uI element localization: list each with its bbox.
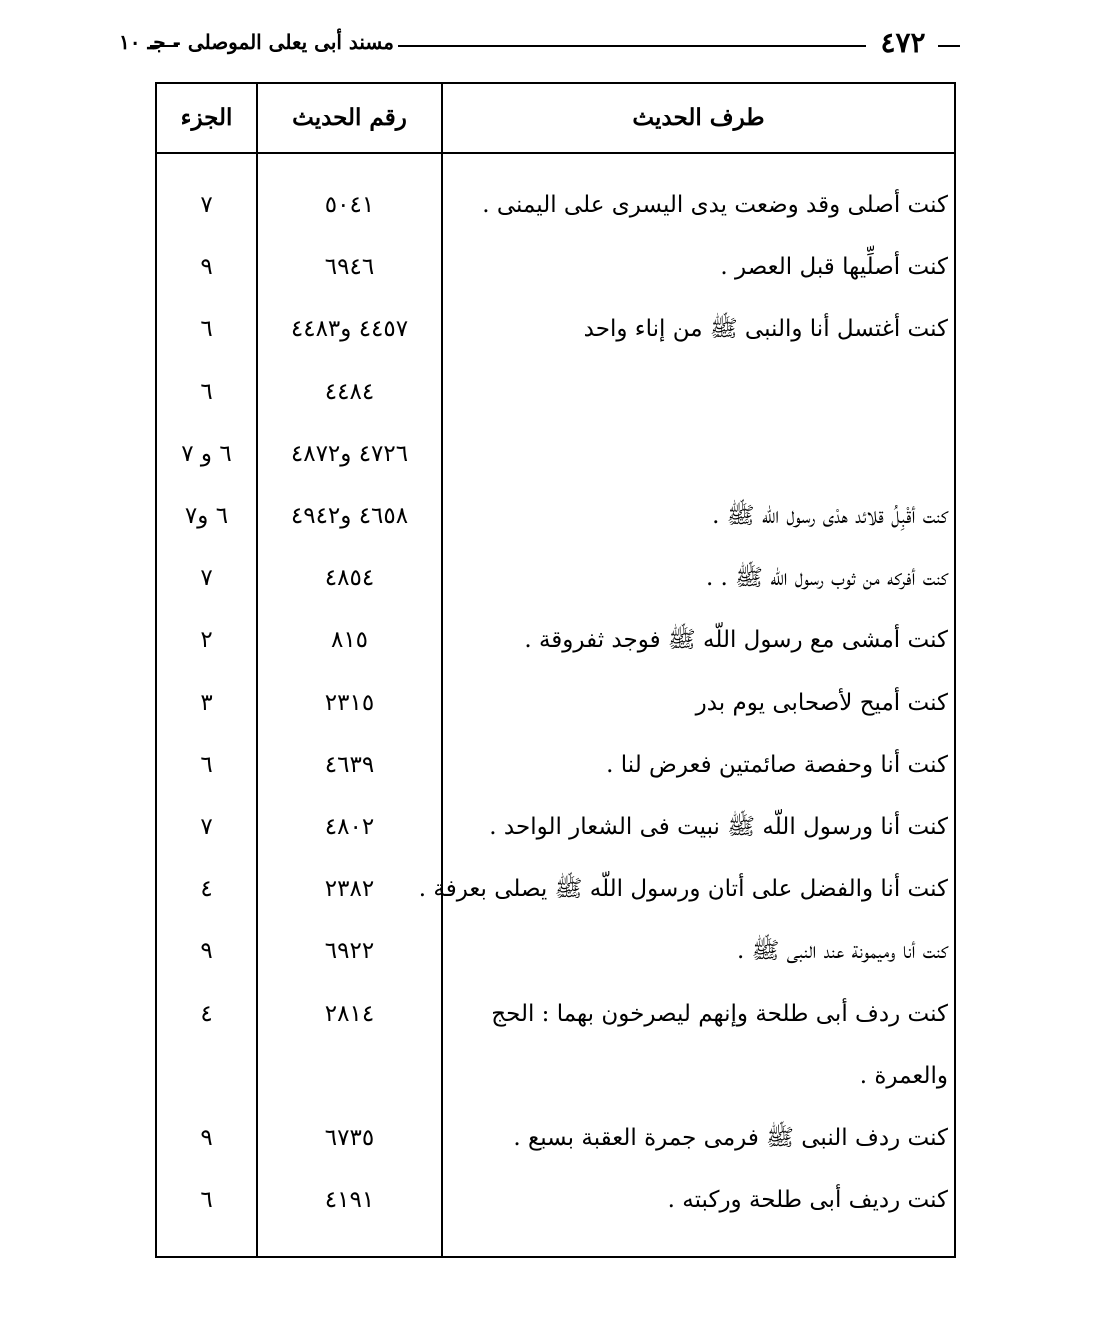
table-row [157, 983, 954, 1045]
hadith-number-cell: ٤٦٣٩ [324, 751, 375, 778]
table-row [157, 920, 954, 982]
hadith-text-cell: كنت رديف أبى طلحة وركبته . [667, 1187, 948, 1214]
hadith-number-cell [258, 1045, 441, 1107]
table-row [157, 547, 954, 609]
part-cell: ٢ [200, 627, 213, 654]
hadith-number-cell: ٨١٥ [330, 627, 369, 654]
running-header [119, 26, 960, 66]
table-row [157, 734, 954, 796]
column-header-part: الجزء [180, 104, 233, 131]
header-divider [157, 152, 954, 154]
table-row [157, 858, 954, 920]
hadith-text-cell: والعمرة . [859, 1062, 948, 1089]
hadith-text-cell: كنت أصلى وقد وضعت يدى اليسرى على اليمنى . [482, 192, 948, 218]
hadith-index-table [155, 82, 956, 1258]
part-cell: ٩ [200, 938, 213, 965]
hadith-text-cell: كنت أنا وحفصة صائمتين فعرض لنا . [606, 751, 948, 778]
column-header-number: رقم الحديث [292, 104, 407, 131]
table-row [157, 1169, 954, 1231]
hadith-text-cell [449, 423, 948, 485]
header-rule-middle [398, 45, 866, 47]
table-row [157, 1045, 954, 1107]
part-cell: ٧ [200, 192, 213, 218]
table-row [157, 236, 954, 298]
table-row [157, 361, 954, 423]
table-row [157, 174, 954, 236]
part-cell: ٩ [200, 254, 213, 281]
hadith-number-cell: ٤٨٥٤ [324, 565, 375, 592]
part-cell: ٧ [200, 814, 213, 840]
hadith-text-cell: كنت أميح لأصحابى يوم بدر [695, 689, 948, 716]
hadith-number-cell: ٤١٩١ [324, 1187, 375, 1214]
part-cell: ٤ [200, 1000, 213, 1027]
hadith-text-cell: كنت أقْبِلُ قلائد هدْى رسول اللّه ﷺ . [712, 503, 948, 529]
table-row [157, 609, 954, 671]
hadith-number-cell: ٤٤٨٤ [324, 378, 375, 405]
hadith-text-cell [449, 361, 948, 423]
hadith-text-cell: كنت أصلِّيها قبل العصر . [720, 254, 948, 281]
hadith-number-cell: ٤٨٠٢ [324, 814, 375, 840]
part-cell: ٩ [200, 1125, 213, 1151]
part-cell [157, 1045, 256, 1107]
hadith-text-cell: كنت ردف النبى ﷺ فرمى جمرة العقبة بسبع . [513, 1125, 948, 1151]
page-number: ٤٧٢ [880, 26, 926, 59]
column-header-text: طرف الحديث [632, 104, 765, 131]
hadith-number-cell: ٦٧٣٥ [324, 1125, 375, 1151]
hadith-number-cell: ٢٨١٤ [324, 1000, 375, 1027]
table-row [157, 672, 954, 734]
table-row [157, 485, 954, 547]
table-row [157, 796, 954, 858]
hadith-text-cell: كنت ردف أبى طلحة وإنهم ليصرخون بهما : الحج [491, 1000, 948, 1027]
part-cell: ٦ [200, 751, 213, 778]
part-cell: ٦ و٧ [184, 503, 229, 529]
part-cell: ٦ و ٧ [181, 440, 232, 467]
hadith-number-cell: ٦٩٢٢ [324, 938, 375, 965]
hadith-text-cell: كنت أفركه من ثوب رسول اللّه ﷺ . . [705, 565, 948, 592]
table-row [157, 1107, 954, 1169]
part-cell: ٤ [200, 876, 213, 903]
book-title: مسند أبى يعلى الموصلى - جـ ١٠ [119, 30, 394, 54]
hadith-text-cell: كنت أنا ورسول اللّه ﷺ نبيت فى الشعار الواحد . [489, 814, 948, 840]
hadith-number-cell: ٢٣٨٢ [324, 876, 375, 903]
part-cell: ٦ [200, 378, 213, 405]
hadith-text-cell: كنت أنا والفضل على أتان ورسول اللّه ﷺ يصلى بعرفة . [418, 876, 948, 903]
hadith-number-cell: ٤٦٥٨ و٤٩٤٢ [290, 503, 409, 529]
hadith-text-cell: كنت أمشى مع رسول اللّه ﷺ فوجد ثفروقة . [524, 627, 948, 654]
header-rule-right [938, 45, 960, 47]
hadith-number-cell: ٤٧٢٦ و٤٨٧٢ [290, 440, 409, 467]
hadith-text-cell: كنت أنا وميمونة عند النبى ﷺ . [736, 938, 948, 965]
part-cell: ٧ [200, 565, 213, 592]
part-cell: ٦ [200, 1187, 213, 1214]
table-row [157, 423, 954, 485]
hadith-number-cell: ٦٩٤٦ [324, 254, 375, 281]
hadith-number-cell: ٤٤٥٧ و٤٤٨٣ [290, 316, 409, 343]
hadith-text-cell: كنت أغتسل أنا والنبى ﷺ من إناء واحد [583, 316, 948, 343]
part-cell: ٦ [200, 316, 213, 343]
part-cell: ٣ [200, 689, 213, 716]
table-row [157, 298, 954, 360]
hadith-number-cell: ٢٣١٥ [324, 689, 375, 716]
hadith-number-cell: ٥٠٤١ [324, 192, 375, 218]
